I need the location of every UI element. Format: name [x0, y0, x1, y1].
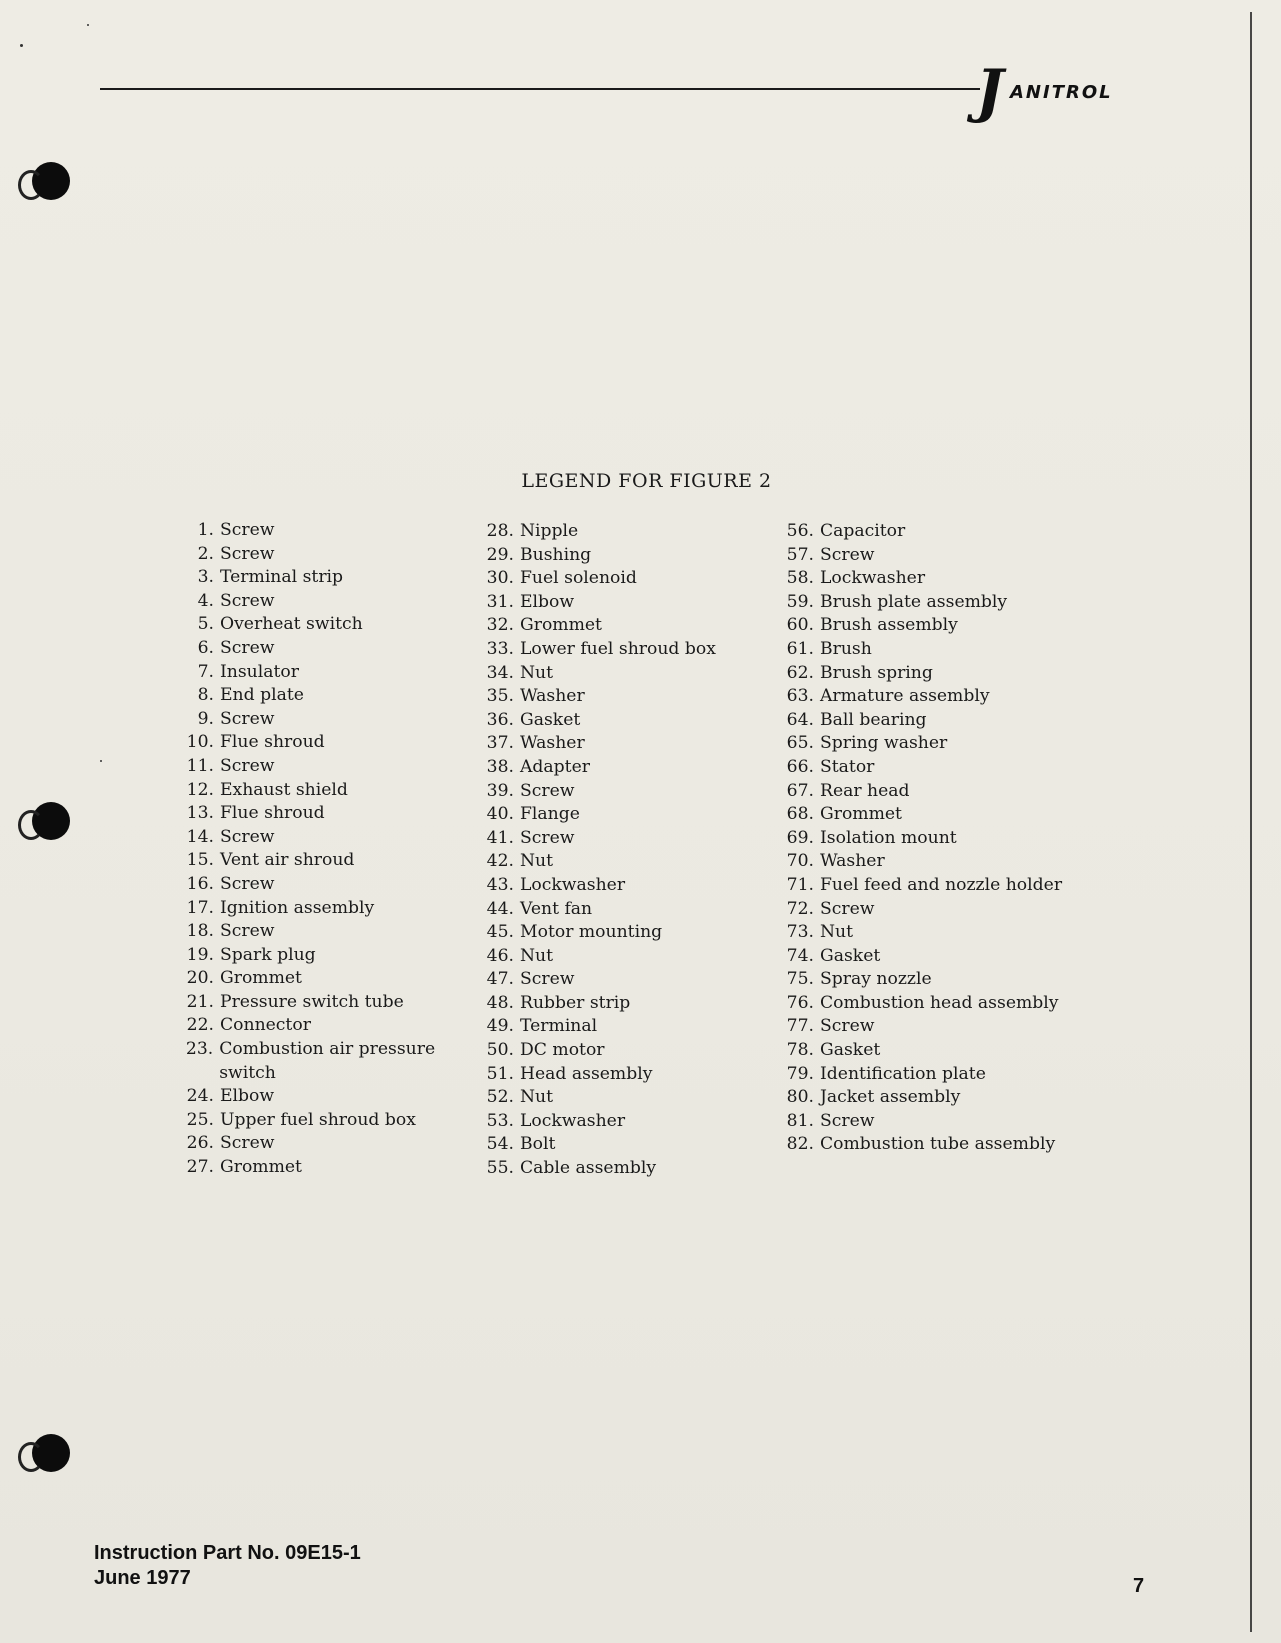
legend-item [770, 968, 1090, 992]
legend-item [170, 920, 460, 944]
logo-initial: J [976, 57, 1004, 125]
legend-item-label: Washer [520, 733, 585, 754]
legend-item [770, 1086, 1090, 1110]
legend-item-number: 41. [486, 827, 514, 848]
legend-item-number: 72. [786, 898, 814, 919]
legend-item [170, 1038, 460, 1085]
legend-item-number: 78. [786, 1040, 814, 1061]
legend-item-number: 28. [486, 521, 514, 541]
legend-item-label: Nut [520, 662, 554, 683]
legend-item-label: Screw [220, 826, 275, 847]
legend-item-number: 11. [186, 755, 214, 776]
legend-column-3 [770, 520, 1090, 1157]
legend-item [170, 849, 460, 873]
legend-item-label: Stator [820, 756, 875, 777]
legend-item-label: DC motor [520, 1040, 605, 1061]
legend-item-label: Elbow [520, 591, 575, 612]
legend-item [170, 873, 460, 897]
legend-item-number: 71. [786, 874, 814, 895]
legend-column-2 [470, 520, 760, 1181]
legend-item-label: Rubber strip [520, 992, 631, 1013]
legend-item-label: Flue shroud [220, 803, 325, 824]
legend-item-label: Pressure switch tube [220, 991, 404, 1012]
legend-item-label: Nipple [520, 521, 579, 541]
legend-item-number: 26. [186, 1133, 214, 1154]
legend-item-label: Flange [520, 804, 580, 825]
legend-item-number: 7. [197, 661, 214, 682]
legend-item [170, 661, 460, 685]
legend-item-label: Screw [220, 590, 275, 611]
legend-item-label: Overheat switch [220, 614, 363, 635]
legend-item-number: 81. [786, 1110, 814, 1131]
legend-item [470, 898, 760, 922]
legend-item-number: 36. [486, 709, 514, 730]
legend-item-number: 56. [786, 521, 814, 541]
legend-item-number: 31. [486, 591, 514, 612]
legend-item-number: 18. [186, 921, 214, 942]
legend-item-label: Gasket [820, 1040, 881, 1061]
legend-item-label: Brush spring [820, 662, 933, 683]
legend-item-label: Fuel solenoid [520, 568, 637, 589]
legend-item-label: Armature assembly [820, 686, 990, 707]
legend-item-number: 4. [197, 590, 214, 611]
legend-item [470, 1110, 760, 1134]
legend-item-label: Screw [220, 921, 275, 942]
legend-item-label: Jacket assembly [820, 1087, 961, 1108]
legend-item-number: 25. [186, 1109, 214, 1130]
legend-item [770, 945, 1090, 969]
legend-item-label: Ignition assembly [220, 897, 375, 918]
legend-item-label: Combustion air pressure switch [219, 1039, 436, 1083]
legend-item-number: 17. [186, 897, 214, 918]
legend-item-number: 32. [486, 615, 514, 636]
legend-item [470, 850, 760, 874]
legend-item-number: 27. [186, 1157, 214, 1178]
legend-item [470, 827, 760, 851]
legend-item [170, 613, 460, 637]
legend-item-label: Brush plate assembly [820, 591, 1008, 612]
legend-item [470, 662, 760, 686]
legend-item [170, 755, 460, 779]
legend-item-label: Screw [220, 543, 275, 564]
legend-item-number: 55. [486, 1158, 514, 1179]
legend-item-number: 29. [486, 544, 514, 565]
legend-item-label: Rear head [820, 780, 910, 801]
legend-item [770, 709, 1090, 733]
legend-item-label: Upper fuel shroud box [220, 1109, 416, 1130]
legend-item [170, 1132, 460, 1156]
legend-item-label: Spark plug [220, 944, 316, 965]
legend-item-label: Nut [520, 945, 554, 966]
legend-column-1 [170, 519, 460, 1180]
legend-item [770, 544, 1090, 568]
legend-item-label: Screw [220, 637, 275, 658]
legend-item-number: 45. [486, 922, 514, 943]
legend-item-number: 80. [786, 1087, 814, 1108]
legend-item [770, 803, 1090, 827]
legend-item [470, 874, 760, 898]
legend-item-label: Spray nozzle [820, 969, 932, 990]
legend-item [770, 921, 1090, 945]
legend-item-label: Adapter [520, 756, 590, 777]
legend-item-number: 21. [186, 991, 214, 1012]
legend-item [170, 519, 460, 543]
legend-item [170, 991, 460, 1015]
binder-hole-top [32, 162, 70, 200]
legend-item-label: Screw [820, 1110, 875, 1131]
legend-item [470, 520, 760, 544]
legend-item-number: 52. [486, 1087, 514, 1108]
legend-item [770, 685, 1090, 709]
legend-item-label: Grommet [520, 615, 602, 636]
legend-item-label: Lockwasher [820, 568, 926, 589]
legend-item [470, 945, 760, 969]
legend-item-number: 62. [786, 662, 814, 683]
legend-item-label: Bolt [520, 1134, 556, 1155]
legend-item [770, 898, 1090, 922]
legend-item-label: Lower fuel shroud box [520, 638, 716, 659]
legend-item-number: 34. [486, 662, 514, 683]
legend-item-number: 14. [186, 826, 214, 847]
legend-item [770, 567, 1090, 591]
legend-item-label: Identification plate [820, 1063, 986, 1084]
legend-item-number: 70. [786, 851, 814, 872]
legend-item-label: Nut [520, 1087, 554, 1108]
legend-item-number: 24. [186, 1086, 214, 1107]
legend-item [170, 708, 460, 732]
legend-item-number: 33. [486, 638, 514, 659]
legend-item-number: 38. [486, 756, 514, 777]
legend-item [170, 779, 460, 803]
legend-item-number: 40. [486, 804, 514, 825]
legend-item-label: Connector [220, 1015, 311, 1036]
legend-item-label: Screw [820, 898, 875, 919]
legend-item-number: 30. [486, 568, 514, 589]
legend-item [170, 1109, 460, 1133]
legend-item-label: Screw [520, 969, 575, 990]
legend-item-label: Vent air shroud [220, 850, 355, 871]
legend-item-number: 69. [786, 827, 814, 848]
legend-item-number: 73. [786, 922, 814, 943]
legend-item-number: 22. [186, 1015, 214, 1036]
legend-item [770, 1015, 1090, 1039]
legend-item-label: Flue shroud [220, 732, 325, 753]
legend-item-number: 77. [786, 1016, 814, 1037]
legend-item-label: End plate [220, 685, 304, 706]
legend-item [470, 1063, 760, 1087]
legend-item-number: 37. [486, 733, 514, 754]
legend-item [470, 732, 760, 756]
legend-item-label: Screw [820, 1016, 875, 1037]
legend-item-number: 9. [197, 708, 214, 729]
legend-item-number: 39. [486, 780, 514, 801]
legend-item [770, 874, 1090, 898]
legend-item-label: Screw [520, 780, 575, 801]
footer-part-number: Instruction Part No. 09E15-1 [94, 1542, 361, 1564]
legend-item-number: 82. [786, 1134, 814, 1155]
legend-item [170, 543, 460, 567]
legend-item-number: 23. [185, 1039, 214, 1060]
legend-item-number: 61. [786, 638, 814, 659]
legend-item-label: Head assembly [520, 1063, 653, 1084]
legend-item-label: Lockwasher [520, 874, 626, 895]
legend-item [470, 992, 760, 1016]
legend-item-label: Ball bearing [820, 709, 927, 730]
legend-item-label: Combustion head assembly [820, 992, 1059, 1013]
legend-item [770, 732, 1090, 756]
legend-item-number: 8. [197, 685, 214, 706]
page-number: 7 [1133, 1575, 1145, 1597]
legend-item-number: 74. [786, 945, 814, 966]
legend-item [770, 992, 1090, 1016]
legend-item [470, 685, 760, 709]
legend-item-label: Cable assembly [520, 1158, 657, 1179]
header-rule [100, 88, 980, 90]
legend-item-number: 16. [186, 873, 214, 894]
legend-item-label: Screw [220, 520, 275, 540]
binder-hole-middle [32, 802, 70, 840]
legend-item-label: Terminal strip [220, 567, 344, 588]
legend-item-label: Screw [220, 873, 275, 894]
legend-item [770, 1063, 1090, 1087]
legend-item-label: Brush [820, 638, 872, 659]
legend-item-number: 51. [486, 1063, 514, 1084]
legend-item [470, 567, 760, 591]
legend-item-label: Terminal [520, 1016, 598, 1037]
legend-item-number: 48. [486, 992, 514, 1013]
legend-item-label: Screw [520, 827, 575, 848]
legend-item [770, 756, 1090, 780]
legend-item-number: 49. [486, 1016, 514, 1037]
legend-item [470, 544, 760, 568]
legend-item [470, 1133, 760, 1157]
legend-item-label: Isolation mount [820, 827, 957, 848]
legend-item-label: Bushing [520, 544, 592, 565]
legend-item [470, 1157, 760, 1181]
legend-item-number: 3. [197, 567, 214, 588]
legend-item-label: Gasket [520, 709, 581, 730]
legend-item [170, 1085, 460, 1109]
legend-item-number: 1. [197, 520, 214, 540]
legend-item-number: 47. [486, 969, 514, 990]
legend-item [170, 590, 460, 614]
legend-item-label: Grommet [220, 968, 302, 989]
legend-item-number: 65. [786, 733, 814, 754]
legend-item-label: Screw [220, 1133, 275, 1154]
legend-item-number: 15. [186, 850, 214, 871]
legend-item-label: Screw [820, 544, 875, 565]
legend-item [170, 684, 460, 708]
legend-item [770, 638, 1090, 662]
scan-speck [87, 24, 89, 26]
scan-speck [20, 44, 23, 47]
legend-item [170, 731, 460, 755]
legend-title: LEGEND FOR FIGURE 2 [521, 470, 772, 492]
legend-item [770, 850, 1090, 874]
legend-item [170, 1014, 460, 1038]
legend-item-number: 67. [786, 780, 814, 801]
legend-item-number: 54. [486, 1134, 514, 1155]
legend-item [170, 802, 460, 826]
legend-item-label: Screw [220, 708, 275, 729]
legend-item [470, 1039, 760, 1063]
legend-item-number: 2. [197, 543, 214, 564]
legend-item-number: 20. [186, 968, 214, 989]
legend-item [470, 780, 760, 804]
legend-item [470, 756, 760, 780]
legend-item-number: 58. [786, 568, 814, 589]
legend-item-number: 59. [786, 591, 814, 612]
legend-item-label: Insulator [220, 661, 299, 682]
legend-item-label: Nut [520, 851, 554, 872]
legend-item [170, 897, 460, 921]
legend-item-label: Gasket [820, 945, 881, 966]
legend-item [470, 614, 760, 638]
legend-item-number: 63. [786, 686, 814, 707]
legend-item-label: Spring washer [820, 733, 948, 754]
legend-item-number: 64. [786, 709, 814, 730]
legend-item [770, 780, 1090, 804]
legend-item [470, 968, 760, 992]
legend-item-number: 6. [197, 637, 214, 658]
legend-item [170, 1156, 460, 1180]
legend-item [770, 1133, 1090, 1157]
legend-item-number: 42. [486, 851, 514, 872]
legend-item [470, 1015, 760, 1039]
legend-item-label: Fuel feed and nozzle holder [820, 874, 1063, 895]
legend-item-number: 79. [786, 1063, 814, 1084]
legend-item-number: 12. [186, 779, 214, 800]
page-edge-line [1250, 12, 1252, 1632]
legend-item-label: Combustion tube assembly [820, 1134, 1056, 1155]
legend-item-number: 60. [786, 615, 814, 636]
legend-item [770, 1039, 1090, 1063]
legend-item-label: Capacitor [820, 521, 906, 541]
legend-item-label: Exhaust shield [220, 779, 348, 800]
legend-item-number: 75. [786, 969, 814, 990]
legend-item-number: 57. [786, 544, 814, 565]
legend-item-number: 13. [186, 803, 214, 824]
legend-item-label: Washer [520, 686, 585, 707]
legend-item [470, 1086, 760, 1110]
footer-date: June 1977 [94, 1567, 191, 1589]
legend-item-label: Nut [820, 922, 854, 943]
legend-item-label: Lockwasher [520, 1110, 626, 1131]
legend-item [470, 591, 760, 615]
legend-item [770, 591, 1090, 615]
legend-item [170, 637, 460, 661]
legend-item [470, 921, 760, 945]
legend-item [470, 638, 760, 662]
legend-item [470, 709, 760, 733]
legend-item-label: Motor mounting [520, 922, 663, 943]
binder-hole-bottom [32, 1434, 70, 1472]
legend-item [170, 566, 460, 590]
logo-wordmark: ANITROL [1010, 82, 1113, 103]
legend-item-label: Vent fan [520, 898, 593, 919]
legend-item [470, 803, 760, 827]
legend-item-number: 53. [486, 1110, 514, 1131]
legend-item-number: 44. [486, 898, 514, 919]
legend-item-label: Elbow [220, 1086, 275, 1107]
legend-item-label: Grommet [820, 804, 902, 825]
legend-item-label: Grommet [220, 1157, 302, 1178]
scan-speck [100, 760, 102, 762]
legend-item [170, 826, 460, 850]
legend-item [170, 944, 460, 968]
legend-item-number: 5. [197, 614, 214, 635]
legend-item-number: 10. [186, 732, 214, 753]
legend-item-number: 68. [786, 804, 814, 825]
legend-item-label: Screw [220, 755, 275, 776]
legend-item-number: 76. [786, 992, 814, 1013]
legend-item [770, 1110, 1090, 1134]
legend-item [770, 520, 1090, 544]
legend-item [770, 662, 1090, 686]
janitrol-logo [976, 57, 1166, 125]
legend-item-number: 35. [486, 686, 514, 707]
legend-item [770, 614, 1090, 638]
footer-info [94, 1541, 361, 1591]
legend-item [770, 827, 1090, 851]
legend-item-number: 43. [486, 874, 514, 895]
legend-item-number: 46. [486, 945, 514, 966]
legend-item-number: 66. [786, 756, 814, 777]
legend-item-label: Washer [820, 851, 885, 872]
legend-item-label: Brush assembly [820, 615, 958, 636]
legend-item-number: 19. [186, 944, 214, 965]
legend-item [170, 967, 460, 991]
legend-item-number: 50. [486, 1040, 514, 1061]
